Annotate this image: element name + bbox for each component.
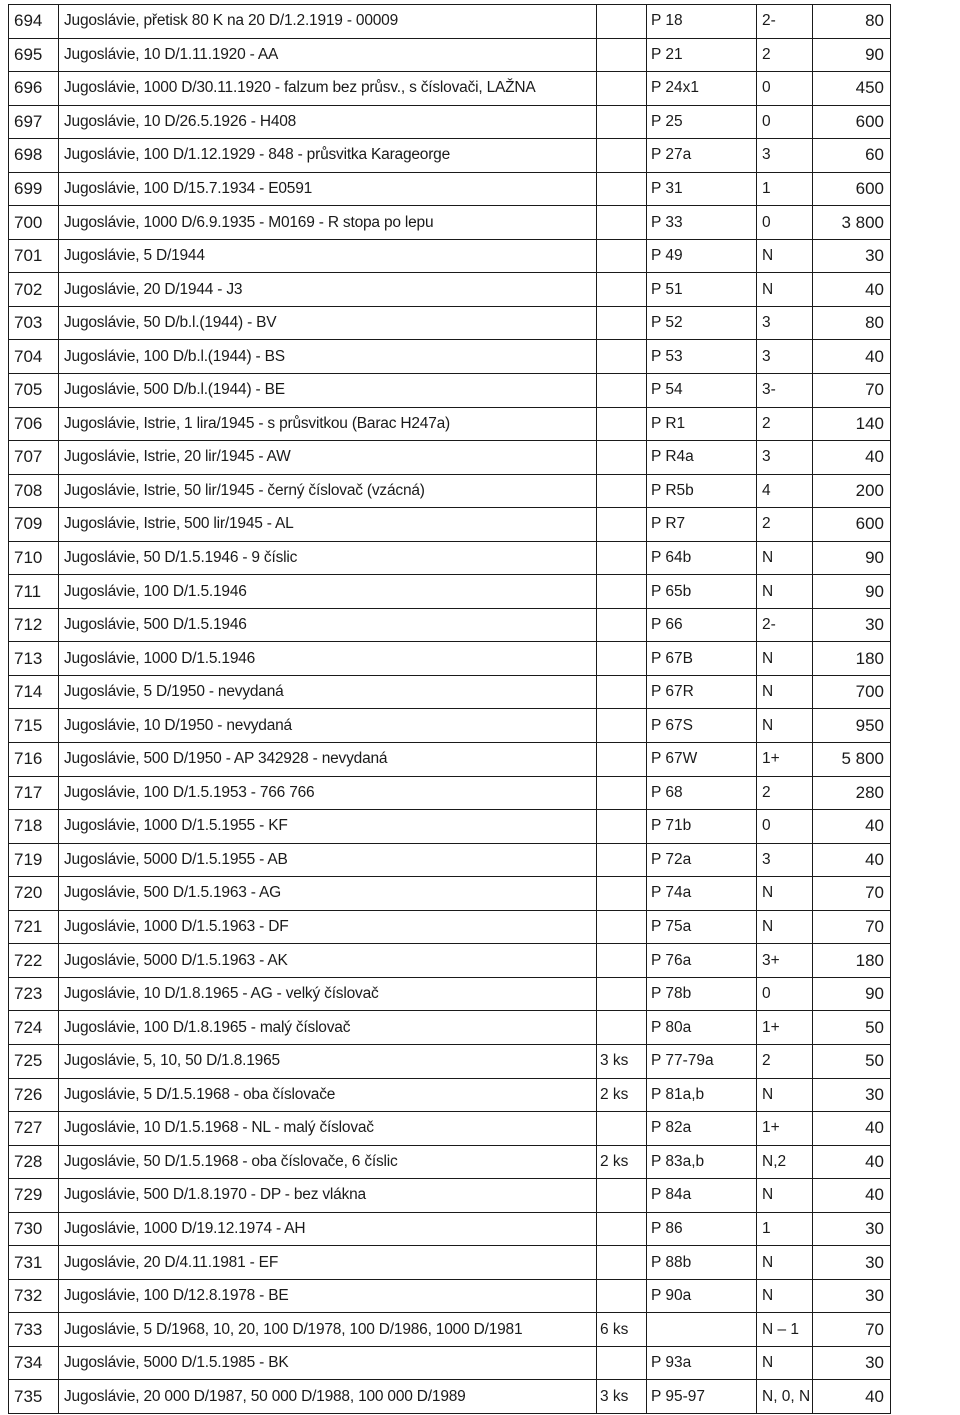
condition-grade: 1+ — [757, 1011, 813, 1045]
table-row — [9, 407, 891, 441]
catalog-number: P 83a,b — [647, 1145, 757, 1179]
starting-price: 5 800 — [813, 743, 891, 777]
lot-quantity — [597, 38, 647, 72]
table-row — [9, 541, 891, 575]
lot-description: Jugoslávie, Istrie, 1 lira/1945 - s průsvitkou (Barac H247a) — [59, 407, 597, 441]
condition-grade: N — [757, 709, 813, 743]
starting-price: 90 — [813, 541, 891, 575]
lot-description: Jugoslávie, 1000 D/6.9.1935 - M0169 - R stopa po lepu — [59, 206, 597, 240]
lot-number: 715 — [9, 709, 59, 743]
lot-description: Jugoslávie, 100 D/b.l.(1944) - BS — [59, 340, 597, 374]
lot-quantity — [597, 5, 647, 39]
condition-grade: N — [757, 541, 813, 575]
lot-number: 725 — [9, 1044, 59, 1078]
lot-quantity — [597, 575, 647, 609]
lot-description: Jugoslávie, 20 000 D/1987, 50 000 D/1988, 100 000 D/1989 — [59, 1380, 597, 1414]
condition-grade: 2 — [757, 407, 813, 441]
condition-grade: 3 — [757, 843, 813, 877]
lot-description: Jugoslávie, 5 D/1944 — [59, 239, 597, 273]
table-row — [9, 239, 891, 273]
lot-quantity — [597, 206, 647, 240]
lot-number: 701 — [9, 239, 59, 273]
lot-number: 716 — [9, 743, 59, 777]
lot-quantity — [597, 776, 647, 810]
starting-price: 90 — [813, 575, 891, 609]
starting-price: 40 — [813, 273, 891, 307]
lot-quantity — [597, 843, 647, 877]
lot-description: Jugoslávie, Istrie, 500 lir/1945 - AL — [59, 508, 597, 542]
lot-quantity — [597, 675, 647, 709]
lot-number: 734 — [9, 1346, 59, 1380]
table-row — [9, 38, 891, 72]
lot-description: Jugoslávie, 100 D/1.12.1929 - 848 - průsvitka Karageorge — [59, 139, 597, 173]
catalog-number: P 24x1 — [647, 72, 757, 106]
condition-grade: N — [757, 642, 813, 676]
table-row — [9, 374, 891, 408]
table-row — [9, 508, 891, 542]
lot-description: Jugoslávie, 500 D/1.5.1946 — [59, 608, 597, 642]
lot-number: 704 — [9, 340, 59, 374]
table-row — [9, 1380, 891, 1414]
condition-grade: 2 — [757, 508, 813, 542]
starting-price: 40 — [813, 1179, 891, 1213]
lot-quantity: 2 ks — [597, 1145, 647, 1179]
lot-number: 722 — [9, 944, 59, 978]
lot-quantity — [597, 810, 647, 844]
lot-description: Jugoslávie, Istrie, 50 lir/1945 - černý číslovač (vzácná) — [59, 474, 597, 508]
lot-quantity — [597, 877, 647, 911]
condition-grade: 0 — [757, 810, 813, 844]
lot-number: 711 — [9, 575, 59, 609]
table-row — [9, 1011, 891, 1045]
table-row — [9, 474, 891, 508]
lot-number: 707 — [9, 441, 59, 475]
condition-grade: 3- — [757, 374, 813, 408]
catalog-number: P R5b — [647, 474, 757, 508]
lot-description: Jugoslávie, 100 D/1.5.1953 - 766 766 — [59, 776, 597, 810]
table-row — [9, 273, 891, 307]
lot-description: Jugoslávie, 50 D/1.5.1946 - 9 číslic — [59, 541, 597, 575]
table-row — [9, 877, 891, 911]
condition-grade: 1 — [757, 1212, 813, 1246]
catalog-number: P 80a — [647, 1011, 757, 1045]
table-row — [9, 1279, 891, 1313]
starting-price: 50 — [813, 1011, 891, 1045]
starting-price: 700 — [813, 675, 891, 709]
catalog-number: P 86 — [647, 1212, 757, 1246]
condition-grade: 2 — [757, 38, 813, 72]
starting-price: 50 — [813, 1044, 891, 1078]
catalog-number: P 31 — [647, 172, 757, 206]
starting-price: 90 — [813, 38, 891, 72]
lot-description: Jugoslávie, 1000 D/1.5.1963 - DF — [59, 910, 597, 944]
table-row — [9, 977, 891, 1011]
lot-number: 714 — [9, 675, 59, 709]
lot-quantity — [597, 1112, 647, 1146]
condition-grade: N — [757, 575, 813, 609]
catalog-number: P 81a,b — [647, 1078, 757, 1112]
lot-number: 709 — [9, 508, 59, 542]
lot-quantity — [597, 1212, 647, 1246]
catalog-number: P R7 — [647, 508, 757, 542]
lot-description: Jugoslávie, 50 D/1.5.1968 - oba číslovače, 6 číslic — [59, 1145, 597, 1179]
condition-grade: 2- — [757, 5, 813, 39]
catalog-number: P 93a — [647, 1346, 757, 1380]
starting-price: 30 — [813, 1346, 891, 1380]
lot-rows — [9, 5, 891, 1414]
starting-price: 180 — [813, 944, 891, 978]
lot-quantity — [597, 977, 647, 1011]
table-row — [9, 910, 891, 944]
lot-description: Jugoslávie, 5000 D/1.5.1955 - AB — [59, 843, 597, 877]
table-row — [9, 172, 891, 206]
lot-number: 703 — [9, 306, 59, 340]
starting-price: 30 — [813, 1212, 891, 1246]
lot-number: 696 — [9, 72, 59, 106]
lot-description: Jugoslávie, 1000 D/1.5.1946 — [59, 642, 597, 676]
lot-description: Jugoslávie, 5 D/1950 - nevydaná — [59, 675, 597, 709]
catalog-number: P 18 — [647, 5, 757, 39]
catalog-number: P 78b — [647, 977, 757, 1011]
lot-number: 724 — [9, 1011, 59, 1045]
condition-grade: N — [757, 675, 813, 709]
lot-number: 705 — [9, 374, 59, 408]
starting-price: 30 — [813, 1279, 891, 1313]
starting-price: 70 — [813, 910, 891, 944]
lot-description: Jugoslávie, 10 D/1.5.1968 - NL - malý číslovač — [59, 1112, 597, 1146]
lot-number: 695 — [9, 38, 59, 72]
starting-price: 70 — [813, 1313, 891, 1347]
lot-description: Jugoslávie, 5 D/1.5.1968 - oba číslovače — [59, 1078, 597, 1112]
starting-price: 200 — [813, 474, 891, 508]
starting-price: 70 — [813, 374, 891, 408]
table-row — [9, 1212, 891, 1246]
catalog-number: P 66 — [647, 608, 757, 642]
catalog-number — [647, 1313, 757, 1347]
lot-description: Jugoslávie, 100 D/15.7.1934 - E0591 — [59, 172, 597, 206]
lot-quantity — [597, 306, 647, 340]
condition-grade: 3 — [757, 441, 813, 475]
table-row — [9, 843, 891, 877]
lot-description: Jugoslávie, 10 D/1.11.1920 - AA — [59, 38, 597, 72]
lot-quantity — [597, 541, 647, 575]
lot-description: Jugoslávie, 500 D/1.5.1963 - AG — [59, 877, 597, 911]
lot-quantity — [597, 340, 647, 374]
lot-quantity — [597, 1011, 647, 1045]
table-row — [9, 1078, 891, 1112]
table-row — [9, 206, 891, 240]
starting-price: 30 — [813, 1246, 891, 1280]
lot-number: 728 — [9, 1145, 59, 1179]
lot-number: 729 — [9, 1179, 59, 1213]
starting-price: 90 — [813, 977, 891, 1011]
table-row — [9, 642, 891, 676]
lot-number: 731 — [9, 1246, 59, 1280]
lot-description: Jugoslávie, 500 D/1.8.1970 - DP - bez vlákna — [59, 1179, 597, 1213]
starting-price: 30 — [813, 608, 891, 642]
auction-lot-table — [8, 4, 891, 1414]
condition-grade: N — [757, 1346, 813, 1380]
lot-description: Jugoslávie, 50 D/b.l.(1944) - BV — [59, 306, 597, 340]
lot-number: 730 — [9, 1212, 59, 1246]
condition-grade: 3 — [757, 340, 813, 374]
table-row — [9, 1145, 891, 1179]
lot-quantity — [597, 72, 647, 106]
lot-description: Jugoslávie, 5000 D/1.5.1963 - AK — [59, 944, 597, 978]
lot-number: 698 — [9, 139, 59, 173]
catalog-number: P 49 — [647, 239, 757, 273]
table-row — [9, 1179, 891, 1213]
lot-number: 717 — [9, 776, 59, 810]
lot-quantity — [597, 273, 647, 307]
table-row — [9, 1112, 891, 1146]
lot-number: 735 — [9, 1380, 59, 1414]
lot-description: Jugoslávie, 1000 D/30.11.1920 - falzum bez průsv., s číslovači, LAŽNA — [59, 72, 597, 106]
table-row — [9, 1246, 891, 1280]
condition-grade: N — [757, 877, 813, 911]
condition-grade: 2 — [757, 1044, 813, 1078]
starting-price: 140 — [813, 407, 891, 441]
condition-grade: 1 — [757, 172, 813, 206]
condition-grade: N,2 — [757, 1145, 813, 1179]
catalog-number: P 68 — [647, 776, 757, 810]
condition-grade: 3 — [757, 306, 813, 340]
starting-price: 280 — [813, 776, 891, 810]
lot-quantity — [597, 1246, 647, 1280]
starting-price: 70 — [813, 877, 891, 911]
starting-price: 80 — [813, 5, 891, 39]
condition-grade: 0 — [757, 206, 813, 240]
table-row — [9, 306, 891, 340]
condition-grade: 2 — [757, 776, 813, 810]
lot-description: Jugoslávie, Istrie, 20 lir/1945 - AW — [59, 441, 597, 475]
table-row — [9, 608, 891, 642]
lot-description: Jugoslávie, 20 D/4.11.1981 - EF — [59, 1246, 597, 1280]
lot-quantity — [597, 1346, 647, 1380]
catalog-number: P 67B — [647, 642, 757, 676]
table-row — [9, 441, 891, 475]
starting-price: 80 — [813, 306, 891, 340]
catalog-number: P 52 — [647, 306, 757, 340]
table-row — [9, 139, 891, 173]
lot-number: 723 — [9, 977, 59, 1011]
catalog-number: P 21 — [647, 38, 757, 72]
lot-quantity — [597, 441, 647, 475]
condition-grade: N — [757, 1246, 813, 1280]
lot-quantity — [597, 910, 647, 944]
lot-number: 702 — [9, 273, 59, 307]
lot-number: 726 — [9, 1078, 59, 1112]
starting-price: 40 — [813, 1145, 891, 1179]
lot-number: 706 — [9, 407, 59, 441]
table-row — [9, 776, 891, 810]
lot-quantity: 2 ks — [597, 1078, 647, 1112]
catalog-number: P 27a — [647, 139, 757, 173]
lot-number: 708 — [9, 474, 59, 508]
lot-number: 713 — [9, 642, 59, 676]
condition-grade: N — [757, 910, 813, 944]
table-row — [9, 1346, 891, 1380]
catalog-number: P 95-97 — [647, 1380, 757, 1414]
condition-grade: 3 — [757, 139, 813, 173]
starting-price: 30 — [813, 1078, 891, 1112]
condition-grade: N — [757, 273, 813, 307]
condition-grade: 0 — [757, 977, 813, 1011]
lot-quantity — [597, 105, 647, 139]
catalog-number: P 67W — [647, 743, 757, 777]
lot-number: 718 — [9, 810, 59, 844]
lot-quantity — [597, 374, 647, 408]
lot-number: 721 — [9, 910, 59, 944]
condition-grade: N — [757, 1179, 813, 1213]
lot-quantity — [597, 239, 647, 273]
lot-quantity — [597, 508, 647, 542]
starting-price: 600 — [813, 508, 891, 542]
lot-number: 697 — [9, 105, 59, 139]
starting-price: 40 — [813, 441, 891, 475]
lot-description: Jugoslávie, 10 D/1.8.1965 - AG - velký číslovač — [59, 977, 597, 1011]
catalog-number: P 64b — [647, 541, 757, 575]
catalog-number: P 51 — [647, 273, 757, 307]
starting-price: 40 — [813, 1112, 891, 1146]
condition-grade: 0 — [757, 72, 813, 106]
lot-number: 720 — [9, 877, 59, 911]
table-row — [9, 675, 891, 709]
condition-grade: N — [757, 1078, 813, 1112]
lot-quantity — [597, 407, 647, 441]
lot-quantity — [597, 743, 647, 777]
lot-quantity: 6 ks — [597, 1313, 647, 1347]
condition-grade: 3+ — [757, 944, 813, 978]
condition-grade: N – 1 — [757, 1313, 813, 1347]
table-row — [9, 5, 891, 39]
table-row — [9, 575, 891, 609]
lot-description: Jugoslávie, 1000 D/19.12.1974 - AH — [59, 1212, 597, 1246]
catalog-number: P 65b — [647, 575, 757, 609]
condition-grade: N — [757, 239, 813, 273]
starting-price: 40 — [813, 810, 891, 844]
table-row — [9, 944, 891, 978]
condition-grade: 0 — [757, 105, 813, 139]
catalog-number: P 67R — [647, 675, 757, 709]
condition-grade: 1+ — [757, 743, 813, 777]
condition-grade: 4 — [757, 474, 813, 508]
lot-quantity — [597, 642, 647, 676]
catalog-number: P 88b — [647, 1246, 757, 1280]
lot-quantity: 3 ks — [597, 1380, 647, 1414]
catalog-number: P 77-79a — [647, 1044, 757, 1078]
lot-quantity — [597, 608, 647, 642]
condition-grade: N — [757, 1279, 813, 1313]
starting-price: 60 — [813, 139, 891, 173]
lot-description: Jugoslávie, 100 D/12.8.1978 - BE — [59, 1279, 597, 1313]
starting-price: 180 — [813, 642, 891, 676]
starting-price: 40 — [813, 1380, 891, 1414]
catalog-number: P 74a — [647, 877, 757, 911]
table-row — [9, 340, 891, 374]
catalog-number: P 90a — [647, 1279, 757, 1313]
condition-grade: N, 0, N — [757, 1380, 813, 1414]
lot-quantity: 3 ks — [597, 1044, 647, 1078]
starting-price: 950 — [813, 709, 891, 743]
lot-quantity — [597, 172, 647, 206]
lot-quantity — [597, 474, 647, 508]
starting-price: 450 — [813, 72, 891, 106]
lot-description: Jugoslávie, 5000 D/1.5.1985 - BK — [59, 1346, 597, 1380]
lot-number: 694 — [9, 5, 59, 39]
catalog-number: P 67S — [647, 709, 757, 743]
lot-description: Jugoslávie, 20 D/1944 - J3 — [59, 273, 597, 307]
catalog-number: P 71b — [647, 810, 757, 844]
catalog-number: P 75a — [647, 910, 757, 944]
lot-description: Jugoslávie, 5 D/1968, 10, 20, 100 D/1978, 100 D/1986, 1000 D/1981 — [59, 1313, 597, 1347]
condition-grade: 2- — [757, 608, 813, 642]
table-row — [9, 1313, 891, 1347]
lot-description: Jugoslávie, 100 D/1.8.1965 - malý číslovač — [59, 1011, 597, 1045]
lot-quantity — [597, 139, 647, 173]
condition-grade: 1+ — [757, 1112, 813, 1146]
lot-description: Jugoslávie, 500 D/1950 - AP 342928 - nevydaná — [59, 743, 597, 777]
lot-number: 733 — [9, 1313, 59, 1347]
lot-description: Jugoslávie, 5, 10, 50 D/1.8.1965 — [59, 1044, 597, 1078]
starting-price: 3 800 — [813, 206, 891, 240]
catalog-number: P 84a — [647, 1179, 757, 1213]
catalog-number: P 54 — [647, 374, 757, 408]
lot-number: 712 — [9, 608, 59, 642]
lot-quantity — [597, 1179, 647, 1213]
lot-description: Jugoslávie, 100 D/1.5.1946 — [59, 575, 597, 609]
lot-description: Jugoslávie, 500 D/b.l.(1944) - BE — [59, 374, 597, 408]
lot-quantity — [597, 709, 647, 743]
starting-price: 40 — [813, 843, 891, 877]
lot-number: 732 — [9, 1279, 59, 1313]
lot-number: 700 — [9, 206, 59, 240]
catalog-number: P R4a — [647, 441, 757, 475]
catalog-number: P 76a — [647, 944, 757, 978]
lot-number: 710 — [9, 541, 59, 575]
starting-price: 40 — [813, 340, 891, 374]
catalog-number: P R1 — [647, 407, 757, 441]
catalog-number: P 25 — [647, 105, 757, 139]
lot-number: 727 — [9, 1112, 59, 1146]
starting-price: 600 — [813, 172, 891, 206]
lot-description: Jugoslávie, 10 D/1950 - nevydaná — [59, 709, 597, 743]
catalog-number: P 72a — [647, 843, 757, 877]
lot-number: 719 — [9, 843, 59, 877]
table-row — [9, 105, 891, 139]
catalog-number: P 33 — [647, 206, 757, 240]
table-row — [9, 810, 891, 844]
table-row — [9, 743, 891, 777]
starting-price: 30 — [813, 239, 891, 273]
starting-price: 600 — [813, 105, 891, 139]
catalog-number: P 82a — [647, 1112, 757, 1146]
lot-description: Jugoslávie, 10 D/26.5.1926 - H408 — [59, 105, 597, 139]
table-row — [9, 72, 891, 106]
lot-description: Jugoslávie, přetisk 80 K na 20 D/1.2.1919 - 00009 — [59, 5, 597, 39]
lot-description: Jugoslávie, 1000 D/1.5.1955 - KF — [59, 810, 597, 844]
table-row — [9, 709, 891, 743]
lot-number: 699 — [9, 172, 59, 206]
table-row — [9, 1044, 891, 1078]
lot-quantity — [597, 944, 647, 978]
catalog-number: P 53 — [647, 340, 757, 374]
lot-quantity — [597, 1279, 647, 1313]
